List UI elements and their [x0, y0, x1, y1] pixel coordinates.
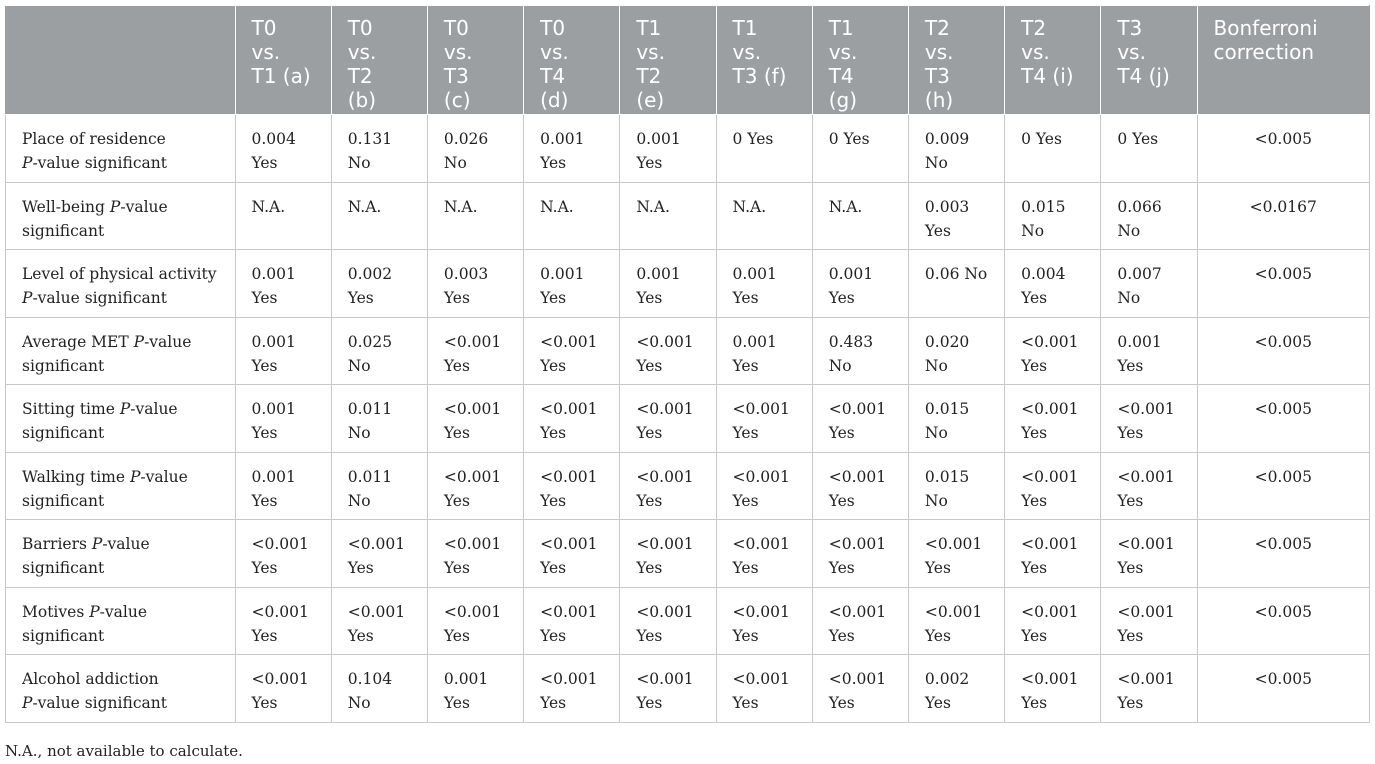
table-row: [6, 587, 1370, 655]
table-cell: 0.001 Yes: [1101, 317, 1197, 385]
row-label-suffix: -value significant: [32, 154, 167, 172]
table-cell: N.A.: [331, 182, 427, 250]
bonferroni-cell: <0.005: [1197, 520, 1369, 588]
bonferroni-cell: <0.005: [1197, 655, 1369, 723]
row-label: [6, 317, 236, 385]
table-cell: <0.001 Yes: [716, 385, 812, 453]
table-cell: <0.001 Yes: [1101, 655, 1197, 723]
comparison-table: [5, 5, 1370, 723]
table-cell: <0.001 Yes: [235, 520, 331, 588]
table-cell: 0.001 Yes: [524, 250, 620, 318]
row-label-text: Well-being: [22, 197, 110, 216]
bonferroni-cell: <0.005: [1197, 385, 1369, 453]
table-cell: <0.001 Yes: [620, 317, 716, 385]
row-label: [6, 452, 236, 520]
table-cell: N.A.: [716, 182, 812, 250]
header-cell-t2-t4: T2 vs. T4 (i): [1005, 6, 1101, 115]
table-cell: 0.001 Yes: [235, 385, 331, 453]
table-cell: N.A.: [524, 182, 620, 250]
table-cell: 0.001 Yes: [235, 452, 331, 520]
row-label: [6, 115, 236, 183]
header-cell-t1-t2: T1 vs. T2 (e): [620, 6, 716, 115]
header-cell-t1-t4: T1 vs. T4 (g): [812, 6, 908, 115]
table-row: [6, 385, 1370, 453]
table-cell: N.A.: [427, 182, 523, 250]
table-cell: 0.015 No: [908, 452, 1004, 520]
row-label-text: Sitting time: [22, 400, 120, 418]
bonferroni-cell: <0.005: [1197, 115, 1369, 183]
header-cell-t0-t1: T0 vs. T1 (a): [235, 6, 331, 115]
row-label: [6, 655, 236, 723]
p-symbol: P: [129, 467, 141, 486]
table-cell: <0.001 Yes: [235, 587, 331, 655]
table-cell: 0.001 Yes: [716, 250, 812, 318]
table-cell: 0.002 Yes: [331, 250, 427, 318]
table-cell: 0 Yes: [812, 115, 908, 183]
bonferroni-cell: <0.005: [1197, 317, 1369, 385]
table-cell: 0.131 No: [331, 115, 427, 183]
row-label-suffix: -value significant: [22, 197, 168, 240]
bonferroni-cell: <0.005: [1197, 452, 1369, 520]
table-cell: <0.001 Yes: [812, 655, 908, 723]
table-row: [6, 182, 1370, 250]
table-row: [6, 520, 1370, 588]
table-cell: 0.001 Yes: [427, 655, 523, 723]
table-cell: 0.001 Yes: [620, 250, 716, 318]
table-cell: <0.001 Yes: [812, 385, 908, 453]
table-body: [6, 115, 1370, 723]
header-cell-t0-t3: T0 vs. T3 (c): [427, 6, 523, 115]
table-cell: <0.001 Yes: [235, 655, 331, 723]
table-cell: <0.001 Yes: [427, 385, 523, 453]
row-label-text: Walking time: [22, 467, 130, 486]
row-label-suffix: -value significant: [22, 332, 192, 375]
row-label-text: Barriers: [22, 535, 92, 553]
p-symbol: P: [22, 289, 33, 307]
p-symbol: P: [89, 602, 100, 621]
table-cell: N.A.: [620, 182, 716, 250]
table-cell: 0.011 No: [331, 385, 427, 453]
table-cell: <0.001 Yes: [716, 452, 812, 520]
table-row: [6, 317, 1370, 385]
table-cell: <0.001 Yes: [1101, 587, 1197, 655]
table-cell: 0.004 Yes: [1005, 250, 1101, 318]
table-cell: 0.001 Yes: [620, 115, 716, 183]
row-label-suffix: -value significant: [22, 400, 178, 442]
table-cell: 0.003 Yes: [427, 250, 523, 318]
row-label: [6, 385, 236, 453]
row-label: [6, 250, 236, 318]
table-cell: 0.001 Yes: [524, 115, 620, 183]
header-cell-bonferroni: Bonferroni correction: [1197, 6, 1369, 115]
table-cell: <0.001 Yes: [1005, 655, 1101, 723]
table-cell: 0.011 No: [331, 452, 427, 520]
table-cell: <0.001 Yes: [524, 520, 620, 588]
table-cell: <0.001 Yes: [1101, 452, 1197, 520]
table-cell: <0.001 Yes: [620, 655, 716, 723]
table-cell: <0.001 Yes: [716, 587, 812, 655]
table-cell: <0.001 Yes: [620, 520, 716, 588]
table-footnote: N.A., not available to calculate.: [5, 742, 243, 760]
table-row: [6, 655, 1370, 723]
table-cell: N.A.: [812, 182, 908, 250]
table-row: [6, 115, 1370, 183]
row-label: [6, 182, 236, 250]
table-cell: <0.001 Yes: [812, 452, 908, 520]
row-label-suffix: -value significant: [22, 602, 147, 645]
p-symbol: P: [133, 332, 145, 351]
table-cell: <0.001 Yes: [524, 587, 620, 655]
table-cell: <0.001 Yes: [427, 520, 523, 588]
table-row: [6, 452, 1370, 520]
table-cell: <0.001 Yes: [812, 520, 908, 588]
table-cell: 0.002 Yes: [908, 655, 1004, 723]
table-cell: 0.004 Yes: [235, 115, 331, 183]
table-cell: 0.06 No: [908, 250, 1004, 318]
header-cell-blank: [6, 6, 236, 115]
row-label-suffix: -value significant: [32, 289, 167, 307]
table-cell: 0.015 No: [1005, 182, 1101, 250]
table-cell: <0.001 Yes: [908, 520, 1004, 588]
table-cell: <0.001 Yes: [908, 587, 1004, 655]
p-symbol: P: [22, 154, 33, 172]
table-cell: <0.001 Yes: [1005, 520, 1101, 588]
table-cell: <0.001 Yes: [331, 520, 427, 588]
row-label-text: Average MET: [22, 332, 134, 351]
header-cell-t3-t4: T3 vs. T4 (j): [1101, 6, 1197, 115]
table-cell: <0.001 Yes: [524, 452, 620, 520]
header-cell-t0-t2: T0 vs. T2 (b): [331, 6, 427, 115]
table-cell: <0.001 Yes: [1005, 385, 1101, 453]
table-cell: 0.066 No: [1101, 182, 1197, 250]
table-cell: <0.001 Yes: [1101, 385, 1197, 453]
p-symbol: P: [119, 400, 131, 418]
table-cell: 0.007 No: [1101, 250, 1197, 318]
table-cell: <0.001 Yes: [716, 655, 812, 723]
row-label-suffix: -value significant: [32, 694, 167, 712]
p-symbol: P: [91, 535, 103, 553]
table-cell: <0.001 Yes: [812, 587, 908, 655]
table-cell: 0 Yes: [1005, 115, 1101, 183]
row-label-suffix: -value significant: [22, 467, 188, 510]
table-cell: 0.025 No: [331, 317, 427, 385]
row-label-text: Level of physical activity: [22, 265, 217, 283]
bonferroni-cell: <0.005: [1197, 250, 1369, 318]
table-cell: 0.001 Yes: [235, 317, 331, 385]
table-cell: 0.009 No: [908, 115, 1004, 183]
table-cell: <0.001 Yes: [1005, 587, 1101, 655]
header-cell-t2-t3: T2 vs. T3 (h): [908, 6, 1004, 115]
table-cell: 0.104 No: [331, 655, 427, 723]
table-cell: <0.001 Yes: [524, 385, 620, 453]
row-label-text: Motives: [22, 602, 90, 621]
table-cell: <0.001 Yes: [1005, 452, 1101, 520]
table-cell: <0.001 Yes: [524, 655, 620, 723]
table-cell: <0.001 Yes: [620, 452, 716, 520]
bonferroni-cell: <0.0167: [1197, 182, 1369, 250]
row-label: [6, 520, 236, 588]
table-cell: 0.483 No: [812, 317, 908, 385]
row-label-suffix: -value significant: [22, 535, 150, 577]
results-table-container: [5, 5, 1370, 760]
table-cell: <0.001 Yes: [620, 587, 716, 655]
table-cell: 0.015 No: [908, 385, 1004, 453]
table-cell: <0.001 Yes: [427, 452, 523, 520]
table-cell: 0.003 Yes: [908, 182, 1004, 250]
table-cell: N.A.: [235, 182, 331, 250]
p-symbol: P: [109, 197, 121, 216]
table-cell: <0.001 Yes: [1005, 317, 1101, 385]
table-cell: 0.001 Yes: [235, 250, 331, 318]
table-cell: <0.001 Yes: [620, 385, 716, 453]
table-cell: <0.001 Yes: [331, 587, 427, 655]
p-symbol: P: [22, 694, 33, 712]
table-cell: 0 Yes: [716, 115, 812, 183]
row-label-text: Alcohol addiction: [22, 670, 159, 688]
table-cell: 0.001 Yes: [716, 317, 812, 385]
table-cell: <0.001 Yes: [427, 587, 523, 655]
table-cell: <0.001 Yes: [524, 317, 620, 385]
table-row: [6, 250, 1370, 318]
table-cell: 0.026 No: [427, 115, 523, 183]
table-cell: <0.001 Yes: [427, 317, 523, 385]
table-cell: <0.001 Yes: [716, 520, 812, 588]
header-cell-t1-t3: T1 vs. T3 (f): [716, 6, 812, 115]
bonferroni-cell: <0.005: [1197, 587, 1369, 655]
table-cell: <0.001 Yes: [1101, 520, 1197, 588]
row-label: [6, 587, 236, 655]
table-header-row: [6, 6, 1370, 115]
row-label-text: Place of residence: [22, 130, 166, 148]
table-cell: 0 Yes: [1101, 115, 1197, 183]
header-cell-t0-t4: T0 vs. T4 (d): [524, 6, 620, 115]
table-cell: 0.001 Yes: [812, 250, 908, 318]
table-cell: 0.020 No: [908, 317, 1004, 385]
